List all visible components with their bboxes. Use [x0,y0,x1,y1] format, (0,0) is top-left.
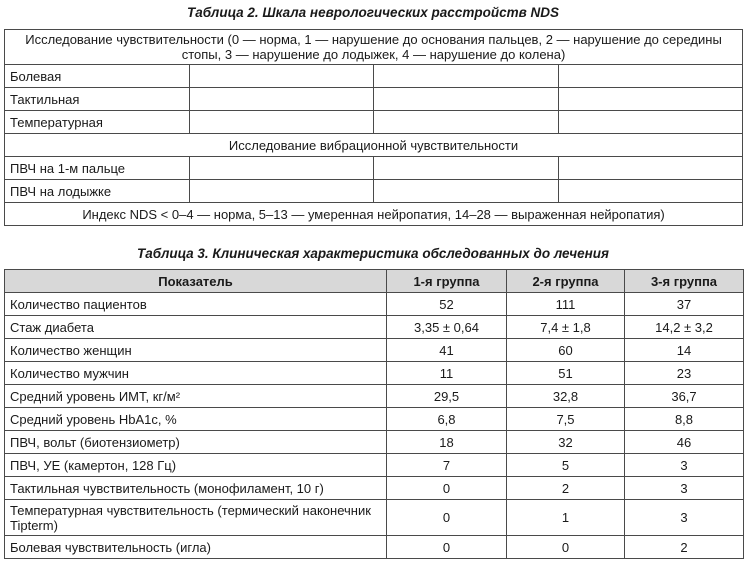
nds-index-footer: Индекс NDS < 0–4 — норма, 5–13 — умеренная нейропатия, 14–28 — выраженная нейропатия) [5,203,743,226]
empty-cell [190,111,374,134]
vibration-header: Исследование вибрационной чувствительности [5,134,743,157]
table-row [5,65,743,88]
group-1-cell: 29,5 [387,385,507,408]
table-row [5,536,744,559]
empty-cell [374,111,559,134]
group-1-cell: 52 [387,293,507,316]
empty-cell [374,65,559,88]
table-row [5,362,744,385]
table-row [5,203,743,226]
group-1-cell: 7 [387,454,507,477]
indicator-cell: Температурная чувствительность (термический наконечник Tipterm) [5,500,387,536]
group-3-cell: 3 [625,500,744,536]
empty-cell [559,111,743,134]
empty-cell [374,88,559,111]
group-2-cell: 7,5 [507,408,625,431]
table-row [5,316,744,339]
column-header-group-2: 2-я группа [507,270,625,293]
empty-cell [190,88,374,111]
empty-cell [190,65,374,88]
group-3-cell: 14 [625,339,744,362]
table-row [5,111,743,134]
indicator-cell: Стаж диабета [5,316,387,339]
group-3-cell: 23 [625,362,744,385]
group-1-cell: 0 [387,536,507,559]
column-header-indicator: Показатель [5,270,387,293]
table-row [5,180,743,203]
table2-caption: Таблица 2. Шкала неврологических расстройств NDS [186,5,559,20]
column-header-group-3: 3-я группа [625,270,744,293]
table-row [5,339,744,362]
group-2-cell: 5 [507,454,625,477]
sensitivity-header: Исследование чувствительности (0 — норма, 1 — нарушение до основания пальцев, 2 — нарушение до середины стопы, 3 — нарушение до лодыжек, 4 — нарушение до колена) [5,30,743,65]
group-2-cell: 32 [507,431,625,454]
empty-cell [559,180,743,203]
row-label: Температурная [5,111,190,134]
indicator-cell: Количество мужчин [5,362,387,385]
row-label: Болевая [5,65,190,88]
clinical-characteristics-table [4,269,744,559]
group-1-cell: 0 [387,500,507,536]
table-row [5,134,743,157]
table-row [5,30,743,65]
row-label: ПВЧ на 1-м пальце [5,157,190,180]
group-3-cell: 3 [625,477,744,500]
table-row [5,454,744,477]
table-row [5,408,744,431]
indicator-cell: Средний уровень HbA1c, % [5,408,387,431]
group-3-cell: 14,2 ± 3,2 [625,316,744,339]
group-2-cell: 32,8 [507,385,625,408]
indicator-cell: Количество пациентов [5,293,387,316]
table-row [5,385,744,408]
table-row [5,88,743,111]
group-1-cell: 18 [387,431,507,454]
group-1-cell: 3,35 ± 0,64 [387,316,507,339]
group-3-cell: 3 [625,454,744,477]
group-1-cell: 0 [387,477,507,500]
group-3-cell: 46 [625,431,744,454]
group-2-cell: 2 [507,477,625,500]
table3-caption: Таблица 3. Клиническая характеристика обследованных до лечения [137,246,609,261]
empty-cell [374,180,559,203]
group-2-cell: 0 [507,536,625,559]
empty-cell [190,180,374,203]
group-3-cell: 2 [625,536,744,559]
empty-cell [190,157,374,180]
row-label: Тактильная [5,88,190,111]
group-2-cell: 111 [507,293,625,316]
column-header-group-1: 1-я группа [387,270,507,293]
empty-cell [559,88,743,111]
group-1-cell: 11 [387,362,507,385]
group-2-cell: 1 [507,500,625,536]
empty-cell [374,157,559,180]
group-1-cell: 41 [387,339,507,362]
table-row [5,477,744,500]
group-3-cell: 8,8 [625,408,744,431]
group-3-cell: 36,7 [625,385,744,408]
table-row [5,293,744,316]
indicator-cell: ПВЧ, вольт (биотензиометр) [5,431,387,454]
group-3-cell: 37 [625,293,744,316]
table-row [5,431,744,454]
row-label: ПВЧ на лодыжке [5,180,190,203]
group-2-cell: 51 [507,362,625,385]
group-2-cell: 60 [507,339,625,362]
indicator-cell: ПВЧ, УЕ (камертон, 128 Гц) [5,454,387,477]
empty-cell [559,65,743,88]
empty-cell [559,157,743,180]
nds-scale-table [4,29,743,226]
table3-body [5,293,744,559]
table-row [5,157,743,180]
header-row [5,270,744,293]
table-row [5,500,744,536]
indicator-cell: Средний уровень ИМТ, кг/м² [5,385,387,408]
indicator-cell: Болевая чувствительность (игла) [5,536,387,559]
indicator-cell: Количество женщин [5,339,387,362]
indicator-cell: Тактильная чувствительность (монофиламент, 10 г) [5,477,387,500]
group-2-cell: 7,4 ± 1,8 [507,316,625,339]
group-1-cell: 6,8 [387,408,507,431]
